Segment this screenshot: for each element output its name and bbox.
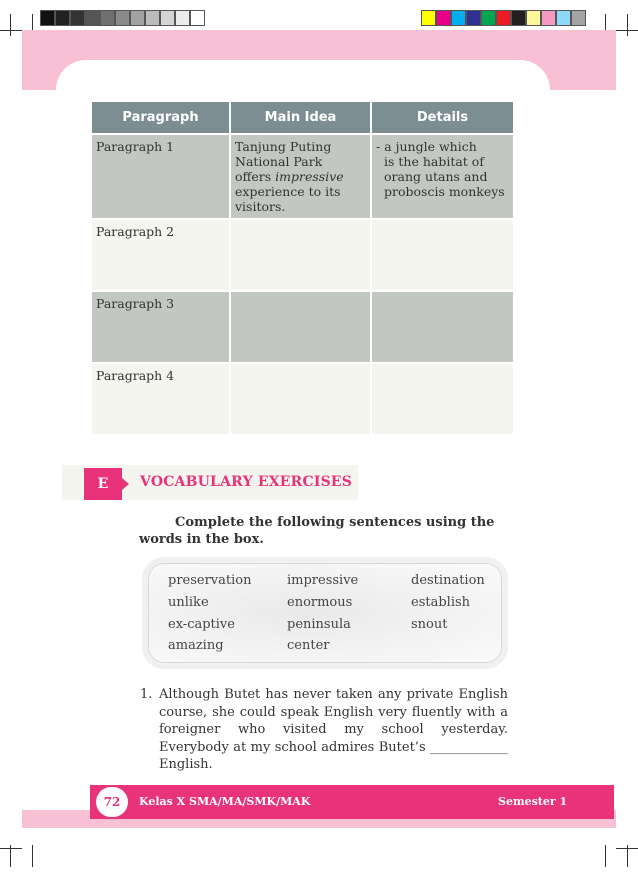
crop-mark bbox=[627, 14, 628, 36]
details-cell bbox=[372, 292, 513, 362]
color-swatch bbox=[556, 10, 571, 26]
table-row bbox=[92, 220, 513, 290]
word-box-item: center bbox=[287, 638, 330, 653]
gray-swatch bbox=[115, 10, 130, 26]
word-box-item: preservation bbox=[168, 573, 252, 588]
color-swatch bbox=[466, 10, 481, 26]
main-idea-line: Tanjung Puting bbox=[235, 139, 332, 154]
crop-mark bbox=[605, 845, 606, 867]
header-details: Details bbox=[372, 102, 513, 133]
grayscale-calibration-bar bbox=[40, 10, 205, 26]
color-swatch bbox=[511, 10, 526, 26]
gray-swatch bbox=[100, 10, 115, 26]
word-box-item: enormous bbox=[287, 595, 353, 610]
gray-swatch bbox=[130, 10, 145, 26]
color-calibration-bar bbox=[421, 10, 586, 26]
word-box-item: ex-captive bbox=[168, 617, 235, 632]
gray-swatch bbox=[55, 10, 70, 26]
table-row bbox=[92, 364, 513, 434]
gray-swatch bbox=[175, 10, 190, 26]
color-swatch bbox=[526, 10, 541, 26]
main-idea-line: experience to its bbox=[235, 184, 341, 199]
word-box-item: snout bbox=[411, 617, 448, 632]
exercise-instruction: Complete the following sentences using the words in the box. bbox=[139, 515, 495, 547]
details-line: proboscis monkeys bbox=[384, 184, 505, 199]
color-swatch bbox=[496, 10, 511, 26]
color-swatch bbox=[436, 10, 451, 26]
exercise-question bbox=[140, 686, 508, 774]
word-box-item: impressive bbox=[287, 573, 359, 588]
gray-swatch bbox=[40, 10, 55, 26]
main-idea-emphasis: impressive bbox=[275, 169, 344, 184]
details-line: is the habitat of bbox=[384, 154, 484, 169]
gray-swatch bbox=[190, 10, 205, 26]
paragraph-cell: Paragraph 1 bbox=[92, 135, 229, 218]
crop-mark bbox=[32, 845, 33, 867]
word-box-item: amazing bbox=[168, 638, 224, 653]
details-line: orang utans and bbox=[384, 169, 488, 184]
crop-mark bbox=[616, 30, 638, 31]
crop-mark bbox=[616, 848, 638, 849]
section-letter-badge: E bbox=[84, 468, 122, 500]
table-row bbox=[92, 292, 513, 362]
question-number: 1. bbox=[140, 687, 153, 702]
color-swatch bbox=[541, 10, 556, 26]
details-line: - a jungle which bbox=[376, 139, 477, 154]
main-idea-line: National Park bbox=[235, 154, 323, 169]
gray-swatch bbox=[160, 10, 175, 26]
gray-swatch bbox=[145, 10, 160, 26]
header-paragraph: Paragraph bbox=[92, 102, 229, 133]
color-swatch bbox=[451, 10, 466, 26]
book-title: Kelas X SMA/MA/SMK/MAK bbox=[139, 795, 311, 808]
word-box-item: destination bbox=[411, 573, 485, 588]
color-swatch bbox=[571, 10, 586, 26]
main-idea-cell bbox=[231, 220, 370, 290]
crop-mark bbox=[10, 14, 11, 36]
page-number: 72 bbox=[96, 787, 128, 817]
table-header-row bbox=[92, 102, 513, 133]
gray-swatch bbox=[85, 10, 100, 26]
paragraph-cell: Paragraph 3 bbox=[92, 292, 229, 362]
color-swatch bbox=[421, 10, 436, 26]
main-idea-cell bbox=[231, 292, 370, 362]
main-idea-line: offers bbox=[235, 169, 276, 184]
table-row bbox=[92, 135, 513, 218]
section-title: VOCABULARY EXERCISES bbox=[140, 474, 353, 490]
color-swatch bbox=[481, 10, 496, 26]
semester-label: Semester 1 bbox=[498, 795, 568, 808]
word-box-item: establish bbox=[411, 595, 471, 610]
word-box-item: peninsula bbox=[287, 617, 351, 632]
crop-mark bbox=[0, 30, 22, 31]
word-box-item: unlike bbox=[168, 595, 209, 610]
question-text: Although Butet has never taken any private English course, she could speak English very fluently with a foreigner who visited my school yesterday. Everybody at my school admires Butet’s ____________ English. bbox=[159, 687, 508, 772]
paragraph-cell: Paragraph 2 bbox=[92, 220, 229, 290]
section-arrow-icon bbox=[122, 478, 129, 490]
details-cell bbox=[372, 220, 513, 290]
paragraph-cell: Paragraph 4 bbox=[92, 364, 229, 434]
gray-swatch bbox=[70, 10, 85, 26]
paragraph-analysis-table bbox=[90, 100, 515, 436]
main-idea-cell bbox=[231, 364, 370, 434]
details-cell bbox=[372, 364, 513, 434]
crop-mark bbox=[0, 848, 22, 849]
main-idea-cell bbox=[231, 135, 370, 218]
details-cell bbox=[372, 135, 513, 218]
main-idea-line: visitors. bbox=[235, 199, 286, 214]
header-main-idea: Main Idea bbox=[231, 102, 370, 133]
